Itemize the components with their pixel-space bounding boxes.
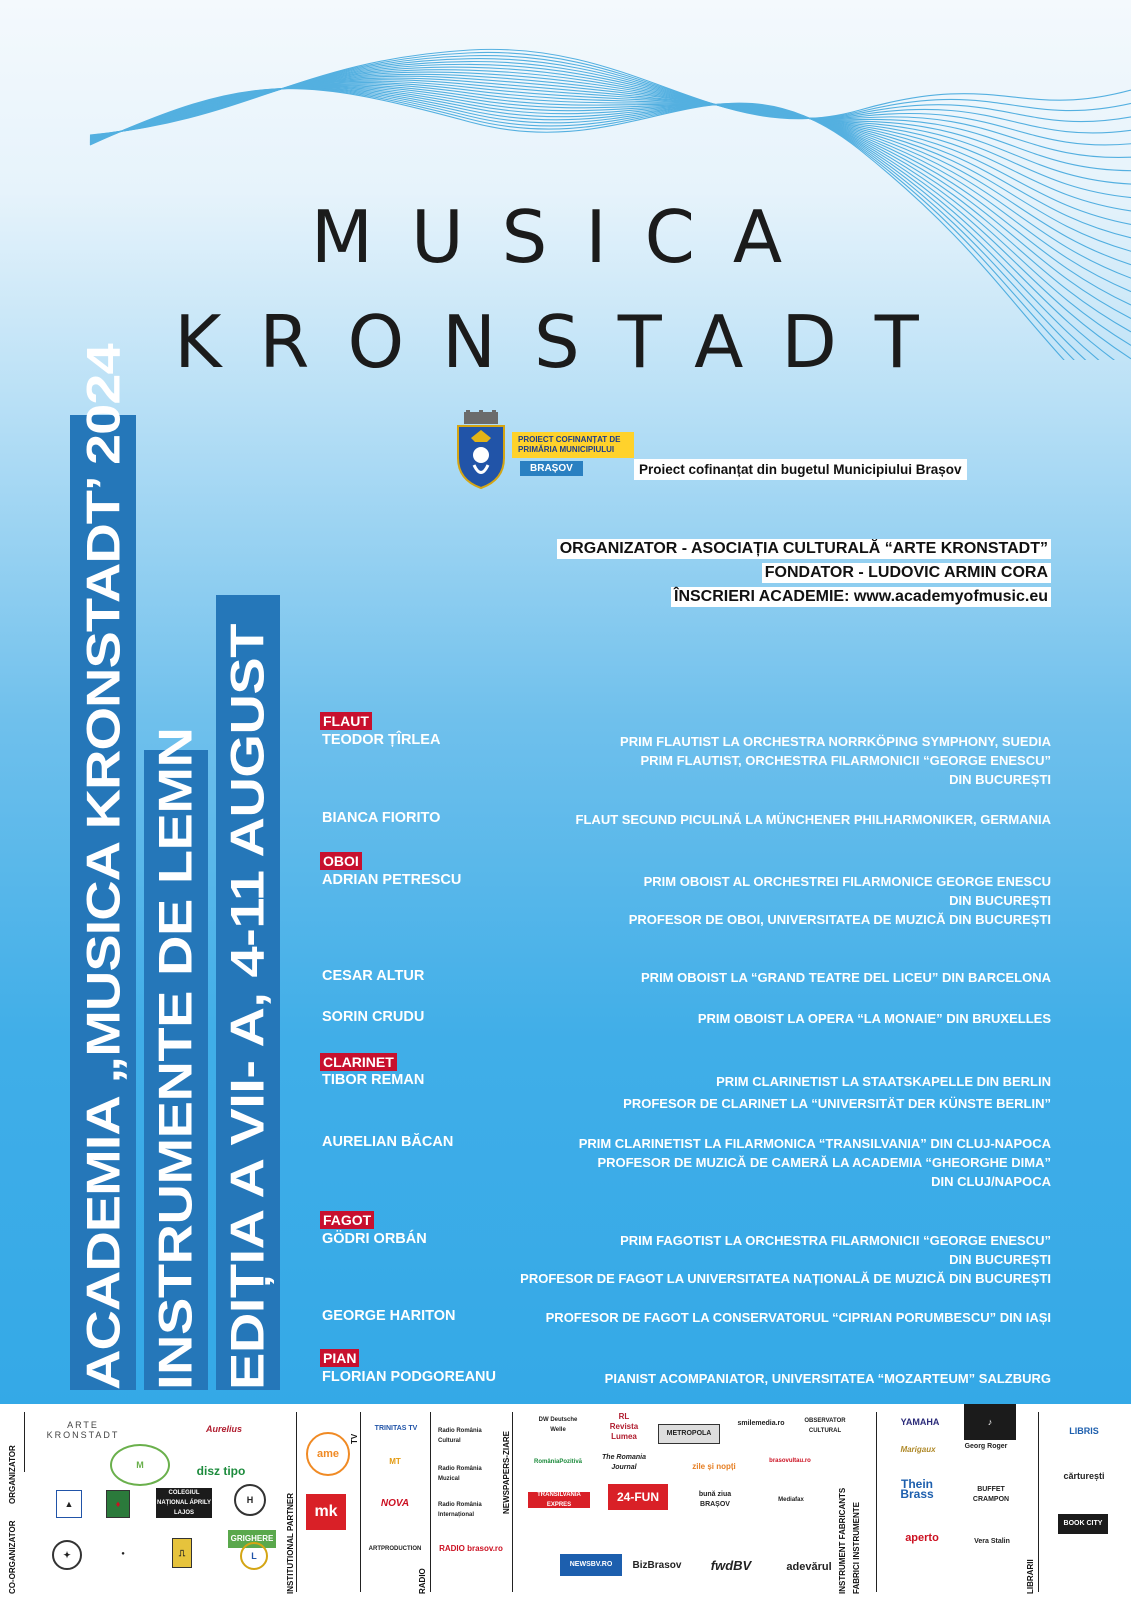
desc-line: DIN BUCUREȘTI [949, 1252, 1051, 1267]
logo-book-city: BOOK CITY [1058, 1514, 1108, 1534]
logo-marigaux: Marigaux [900, 1445, 936, 1454]
logo-artproduction: ARTPRODUCTION [368, 1546, 422, 1552]
crest-icon: ▲ [56, 1490, 82, 1518]
title-musica: MUSICA [310, 195, 821, 279]
desc-line: PIANIST ACOMPANIATOR, UNIVERSITATEA “MOZARTEUM” SALZBURG [604, 1371, 1051, 1386]
logo-brasovultau: brasovultau.ro [769, 1458, 811, 1464]
banner-line1: ACADEMIA „MUSICA KRONSTADT’ 2024 [76, 344, 130, 1390]
desc-line: PRIM FLAUTIST LA ORCHESTRA NORRKÖPING SYMPHONY, SUEDIA [620, 734, 1051, 749]
logo-instrument-maker-icon: ♪ [964, 1404, 1016, 1440]
logo-partner-text-icon: ● [121, 1551, 125, 1557]
faculty-desc [546, 1308, 1051, 1327]
logo-vera-stalin: Vera Stalin [974, 1538, 1010, 1545]
faculty-name: BIANCA FIORITO [322, 810, 441, 826]
logo-romania-journal: The Romania Journal [602, 1454, 646, 1471]
section-label-clarinet: CLARINET [320, 1053, 397, 1071]
logo-transilvania-expres: TRANSILVANIA EXPRES [528, 1492, 590, 1508]
faculty-name: GÖDRI ORBÁN [322, 1231, 427, 1247]
desc-line: DIN BUCUREȘTI [949, 772, 1051, 787]
desc-line: PRIM CLARINETIST LA STAATSKAPELLE DIN BERLIN [716, 1074, 1051, 1089]
cofinance-badge-city: BRAȘOV [520, 461, 583, 476]
vertical-banner [36, 344, 274, 1390]
logo-romania-pozitiva: RomâniaPozitivă [533, 1459, 582, 1465]
logo-georg-roger: Georg Roger [964, 1443, 1008, 1450]
title-kronstadt: KRONSTADT [174, 300, 957, 384]
banner-line3: EDIȚIA A VII- A, 4-11 AUGUST [220, 624, 274, 1390]
caption-instrument-fabricants: INSTRUMENT FABRICANTS [838, 1487, 847, 1594]
caption-newspapers: NEWSPAPERS-ZIARE [502, 1431, 511, 1514]
logo-aperto: aperto [905, 1532, 939, 1544]
faculty-desc [620, 732, 1051, 789]
logo-grighere: GRIGHERE [228, 1530, 276, 1548]
faculty-desc [605, 1369, 1051, 1388]
wave-line [90, 64, 1131, 157]
logo-radio-international: Radio România Internațional [438, 1502, 482, 1518]
faculty-name: FLORIAN PODGOREANU [322, 1369, 496, 1385]
desc-line: PROFESOR DE CLARINET LA “UNIVERSITÄT DER KÜNSTE BERLIN” [623, 1096, 1051, 1111]
desc-line: DIN BUCUREȘTI [949, 893, 1051, 908]
logo-disz-tipo: disz tipo [196, 1464, 246, 1478]
logo-bizbrasov: BizBrasov [632, 1560, 682, 1571]
banner-line2: INSTRUMENTE DE LEMN [148, 727, 202, 1390]
logo-libris: LIBRIS [1069, 1426, 1099, 1436]
faculty-desc [576, 810, 1051, 829]
faculty-desc [641, 968, 1051, 987]
organizer-line: ORGANIZATOR - ASOCIAȚIA CULTURALĂ “ARTE KRONSTADT” [557, 539, 1051, 559]
faculty-desc [629, 872, 1051, 929]
logo-nova: NOVA [380, 1498, 410, 1509]
faculty-name: GEORGE HARITON [322, 1308, 456, 1324]
brasov-crest-icon [454, 410, 508, 490]
caption-organizer: ORGANIZATOR [8, 1445, 17, 1504]
logo-observator-cultural: OBSERVATOR CULTURAL [804, 1418, 846, 1434]
logo-radio-brasov: RADIO brasov.ro [439, 1544, 503, 1553]
lions-club-icon: L [240, 1542, 268, 1570]
caption-co-organizer: CO-ORGANIZATOR [8, 1520, 17, 1594]
desc-line: PRIM OBOIST LA “GRAND TEATRE DEL LICEU” DIN BARCELONA [641, 970, 1051, 985]
faculty-name: AURELIAN BĂCAN [322, 1134, 454, 1150]
desc-line: PRIM FLAUTIST, ORCHESTRA FILARMONICII “GEORGE ENESCU” [640, 753, 1051, 768]
desc-line: PROFESOR DE FAGOT LA UNIVERSITATEA NAȚIONALĂ DE MUZICĂ DIN BUCUREȘTI [520, 1271, 1051, 1286]
desc-line: PROFESOR DE MUZICĂ DE CAMERĂ LA ACADEMIA “GHEORGHE DIMA” [597, 1155, 1051, 1170]
faculty-name: SORIN CRUDU [322, 1009, 425, 1025]
logo-aurelius: Aurelius [205, 1424, 242, 1434]
logo-newsbv: NEWSBV.RO [560, 1554, 622, 1576]
logo-partner-icon: ⎍ [172, 1538, 192, 1568]
section-label-oboi: OBOI [320, 852, 362, 870]
cofinance-badge-line1: PROIECT COFINANȚAT DE [518, 435, 621, 444]
logo-club-icon: H [234, 1484, 266, 1516]
faculty-desc [623, 1072, 1051, 1113]
section-label-fagot: FAGOT [320, 1211, 374, 1229]
logo-radio-muzical: Radio România Muzical [438, 1466, 482, 1482]
logo-mt: MT [389, 1457, 401, 1466]
logo-fwdbv: fwdBV [710, 1558, 752, 1573]
cofinance-badge [512, 432, 634, 480]
logo-thein-brass: Thein Brass [900, 1477, 934, 1501]
desc-line: DIN CLUJ/NAPOCA [931, 1174, 1051, 1189]
section-label-flaut: FLAUT [320, 712, 372, 730]
logo-rl: RL Revista Lumea [609, 1412, 639, 1441]
cofinance-statement: Proiect cofinanțat din bugetul Municipiului Brașov [634, 459, 967, 480]
logo-buffet-crampon: BUFFET CRAMPON [972, 1486, 1010, 1503]
caption-institutional-partner: INSTITUTIONAL PARTNER [286, 1492, 295, 1594]
desc-line: PRIM OBOIST AL ORCHESTREI FILARMONICE GEORGE ENESCU [643, 874, 1051, 889]
logo-adevarul: adevărul [786, 1561, 832, 1573]
logo-carturesti: cărturești [1063, 1471, 1105, 1481]
faculty-name: TIBOR REMAN [322, 1072, 425, 1088]
seal-icon: ✦ [52, 1540, 82, 1570]
desc-line: PROFESOR DE FAGOT LA CONSERVATORUL “CIPRIAN PORUMBESCU” DIN IAȘI [545, 1310, 1051, 1325]
logo-24-fun: 24-FUN [608, 1484, 668, 1510]
cofinance-badge-line2: PRIMĂRIA MUNICIPIULUI [518, 445, 615, 454]
logo-trinitas-tv: TRINITAS TV [374, 1425, 418, 1432]
logo-radio-cultural: Radio România Cultural [438, 1428, 482, 1444]
caption-fabrici-instrumente: FABRICI INSTRUMENTE [852, 1502, 861, 1594]
caption-radio: RADIO [418, 1568, 427, 1594]
desc-line: PRIM OBOIST LA OPERA “LA MONAIE” DIN BRUXELLES [697, 1011, 1051, 1026]
registration-line[interactable]: ÎNSCRIERI ACADEMIE: www.academyofmusic.eu [671, 587, 1051, 607]
sponsors-footer [0, 1404, 1131, 1600]
logo-buna-ziua-brasov: bună ziua BRAȘOV [698, 1491, 732, 1508]
logo-colegiul-national: COLEGIUL NAȚIONAL ÁPRILY LAJOS [156, 1490, 211, 1516]
logo-mediafax: Mediafax [778, 1497, 804, 1503]
logo-metropola: METROPOLA [658, 1424, 720, 1444]
logo-ame-icon: ame [306, 1432, 350, 1476]
logo-yamaha: YAMAHA [900, 1417, 940, 1427]
section-label-pian: PIAN [320, 1349, 359, 1367]
desc-line: PRIM CLARINETIST LA FILARMONICA “TRANSILVANIA” DIN CLUJ-NAPOCA [578, 1136, 1051, 1151]
desc-line: PROFESOR DE OBOI, UNIVERSITATEA DE MUZICĂ DIN BUCUREȘTI [628, 912, 1051, 927]
faculty-desc [579, 1134, 1051, 1191]
crest-icon: ♦ [106, 1490, 130, 1518]
logo-smilemedia: smilemedia.ro [737, 1420, 785, 1427]
caption-librarii: LIBRARII [1026, 1559, 1035, 1594]
logo-partner-green-icon: M [110, 1444, 170, 1486]
caption-tv: TV [350, 1433, 359, 1444]
logo-zile-si-nopti: zile și nopți [692, 1462, 736, 1471]
faculty-name: ADRIAN PETRESCU [322, 872, 462, 888]
desc-line: FLAUT SECUND PICULINĂ LA MÜNCHENER PHILHARMONIKER, GERMANIA [575, 812, 1051, 827]
faculty-name: CESAR ALTUR [322, 968, 425, 984]
faculty-desc [520, 1231, 1051, 1288]
logo-dw: DW Deutsche Welle [538, 1417, 578, 1433]
logo-arte-kronstadt: ARTE KRONSTADT [46, 1420, 120, 1440]
logo-mk: mk [306, 1494, 346, 1530]
desc-line: PRIM FAGOTIST LA ORCHESTRA FILARMONICII “GEORGE ENESCU” [620, 1233, 1051, 1248]
faculty-desc [698, 1009, 1051, 1028]
faculty-name: TEODOR ȚÎRLEA [322, 732, 441, 748]
founder-line: FONDATOR - LUDOVIC ARMIN CORA [762, 563, 1051, 583]
